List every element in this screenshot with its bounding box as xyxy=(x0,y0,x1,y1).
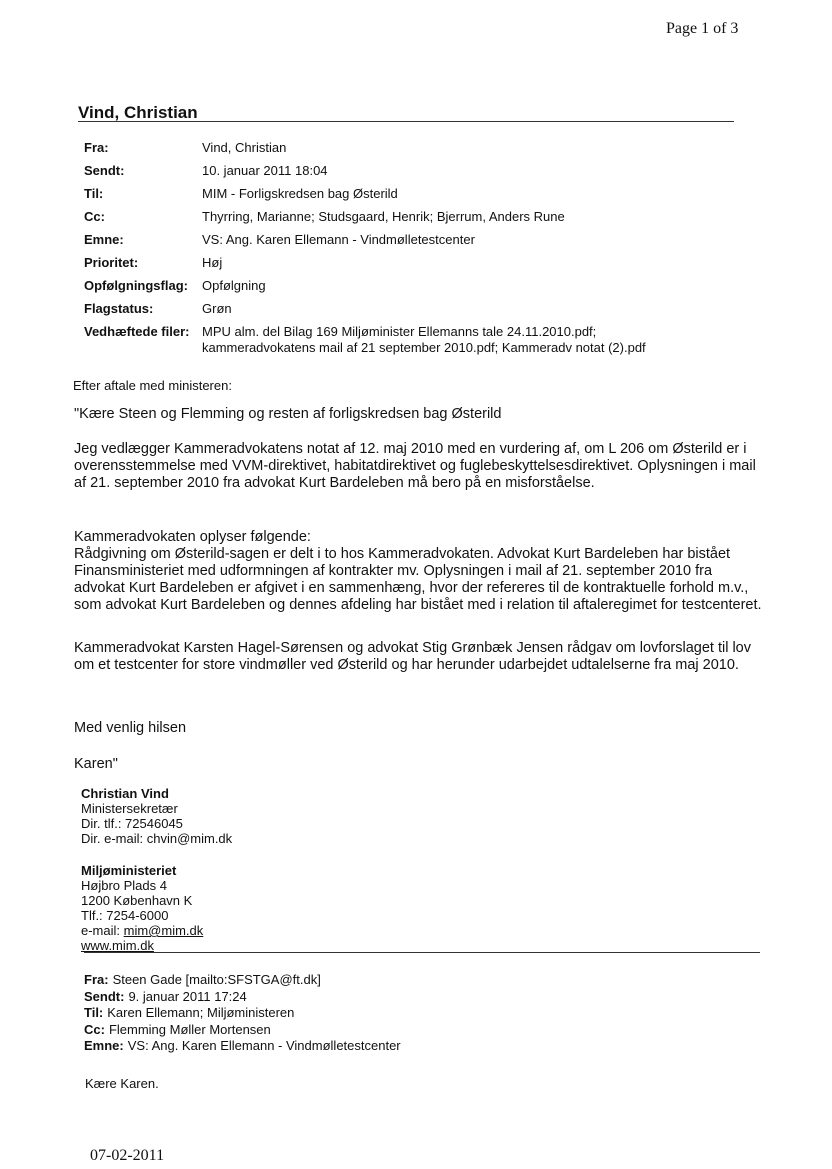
header-label: Vedhæftede filer: xyxy=(84,324,190,339)
forwarded-row-cc xyxy=(84,1022,401,1039)
header-label: Til: xyxy=(84,186,104,201)
header-value: VS: Ang. Karen Ellemann - Vindmølletestcenter xyxy=(202,232,475,247)
forwarded-value: 9. januar 2011 17:24 xyxy=(128,988,247,1004)
paragraph-text: Jeg vedlægger Kammeradvokatens notat af 12. maj 2010 med en vurdering af, om L 206 om Østerild er i overensstemmelse med VVM-direktivet, habitatdirektivet og fuglebeskyttelsesdirektivet. Oplysningen i mail af 21. september 2010 fra advokat Kurt Bardeleben må bero på en misforståelse. xyxy=(74,441,756,491)
header-row-priority xyxy=(84,255,722,278)
header-label: Cc: xyxy=(84,209,105,224)
header-row-cc xyxy=(84,209,722,232)
forwarded-value: Karen Ellemann; Miljøministeren xyxy=(107,1005,295,1020)
body-signoff: Karen" xyxy=(74,756,118,772)
attachment-line: MPU alm. del Bilag 169 Miljøminister Ellemanns tale 24.11.2010.pdf; xyxy=(202,324,597,339)
header-label: Flagstatus: xyxy=(84,301,154,316)
org-name: Miljøministeriet xyxy=(81,863,177,878)
paragraph-text: Rådgivning om Østerild-sagen er delt i to hos Kammeradvokaten. Advokat Kurt Bardeleben har bistået Finansministeriet med udformningen af kontrakter mv. Oplysningen i mail af 21. september 2010 fra advokat Kurt Bardeleben er afgivet i en sammenhæng, hvor der refereres til de kontraktuelle forhold m.v., som advokat Kurt Bardeleben og dennes afdeling har bistået med i relation til aftaleregimet for testcenteret. xyxy=(74,546,762,613)
forward-divider xyxy=(84,952,760,953)
signature-email: Dir. e-mail: chvin@mim.dk xyxy=(81,831,233,846)
header-row-followup-flag xyxy=(84,278,722,301)
forwarded-label: Sendt: xyxy=(84,988,125,1004)
header-value: Opfølgning xyxy=(202,278,266,293)
header-label: Sendt: xyxy=(84,163,125,178)
header-label: Fra: xyxy=(84,140,109,155)
body-salutation: "Kære Steen og Flemming og resten af forligskredsen bag Østerild xyxy=(74,406,502,422)
header-label: Opfølgningsflag: xyxy=(84,278,188,293)
paragraph-text: Kammeradvokat Karsten Hagel-Sørensen og advokat Stig Grønbæk Jensen rådgav om lovforslaget til lov om et testcenter for store vindmøller ved Østerild og har herunder udarbejdet udtalelserne fra maj 2010. xyxy=(74,640,751,673)
body-paragraph xyxy=(74,640,764,674)
signature-role: Ministersekretær xyxy=(81,801,178,816)
org-email-line xyxy=(81,923,203,938)
header-row-subject xyxy=(84,232,722,255)
header-value: 10. januar 2011 18:04 xyxy=(202,163,328,178)
attachment-line: kammeradvokatens mail af 21 september 2010.pdf; Kammeradv notat (2).pdf xyxy=(202,340,646,355)
body-intro: Efter aftale med ministeren: xyxy=(73,378,232,393)
forwarded-row-to xyxy=(84,1005,401,1022)
forwarded-label: Emne: xyxy=(84,1038,124,1053)
forwarded-value: VS: Ang. Karen Ellemann - Vindmølletestcenter xyxy=(127,1038,401,1053)
org-city: 1200 København K xyxy=(81,893,193,908)
org-email-link[interactable]: mim@mim.dk xyxy=(123,923,204,938)
paragraph-intro: Kammeradvokaten oplyser følgende: xyxy=(74,529,311,545)
sender-title: Vind, Christian xyxy=(78,103,198,122)
forwarded-label: Til: xyxy=(84,1005,104,1020)
org-website-link[interactable]: www.mim.dk xyxy=(81,938,154,953)
header-value: Thyrring, Marianne; Studsgaard, Henrik; Bjerrum, Anders Rune xyxy=(202,209,565,224)
header-row-flag-status xyxy=(84,301,722,324)
title-divider xyxy=(78,121,734,122)
forwarded-label: Cc: xyxy=(84,1021,105,1037)
forwarded-row-subject xyxy=(84,1038,401,1055)
header-label: Emne: xyxy=(84,232,124,247)
header-value: Høj xyxy=(202,255,223,270)
forwarded-greeting: Kære Karen. xyxy=(85,1076,159,1091)
body-closing: Med venlig hilsen xyxy=(74,720,187,736)
forwarded-row-from xyxy=(84,972,401,989)
forwarded-value: Flemming Møller Mortensen xyxy=(108,1021,271,1037)
signature-name: Christian Vind xyxy=(81,786,169,801)
signature-organization xyxy=(81,863,203,953)
body-paragraph xyxy=(74,441,764,492)
forwarded-value: Steen Gade [mailto:SFSTGA@ft.dk] xyxy=(112,972,321,987)
forwarded-header xyxy=(84,972,401,1055)
signature-person xyxy=(81,786,232,846)
forwarded-label: Fra: xyxy=(84,972,109,987)
header-row-sent xyxy=(84,163,722,186)
signature-phone: Dir. tlf.: 72546045 xyxy=(81,816,183,831)
header-row-from xyxy=(84,140,722,163)
forwarded-row-sent xyxy=(84,989,401,1006)
header-value: MIM - Forligskredsen bag Østerild xyxy=(202,186,398,201)
header-label: Prioritet: xyxy=(84,255,139,270)
header-value: Grøn xyxy=(202,301,232,316)
header-row-to xyxy=(84,186,722,209)
header-row-attachments xyxy=(84,324,722,364)
page-number: Page 1 of 3 xyxy=(666,20,739,37)
body-paragraph xyxy=(74,529,764,614)
footer-date: 07-02-2011 xyxy=(90,1147,165,1164)
email-header xyxy=(84,140,722,364)
org-email-prefix: e-mail: xyxy=(81,923,124,938)
org-phone: Tlf.: 7254-6000 xyxy=(81,908,169,923)
header-value: Vind, Christian xyxy=(202,140,287,155)
org-street: Højbro Plads 4 xyxy=(81,878,167,893)
attachment-list xyxy=(202,324,722,364)
